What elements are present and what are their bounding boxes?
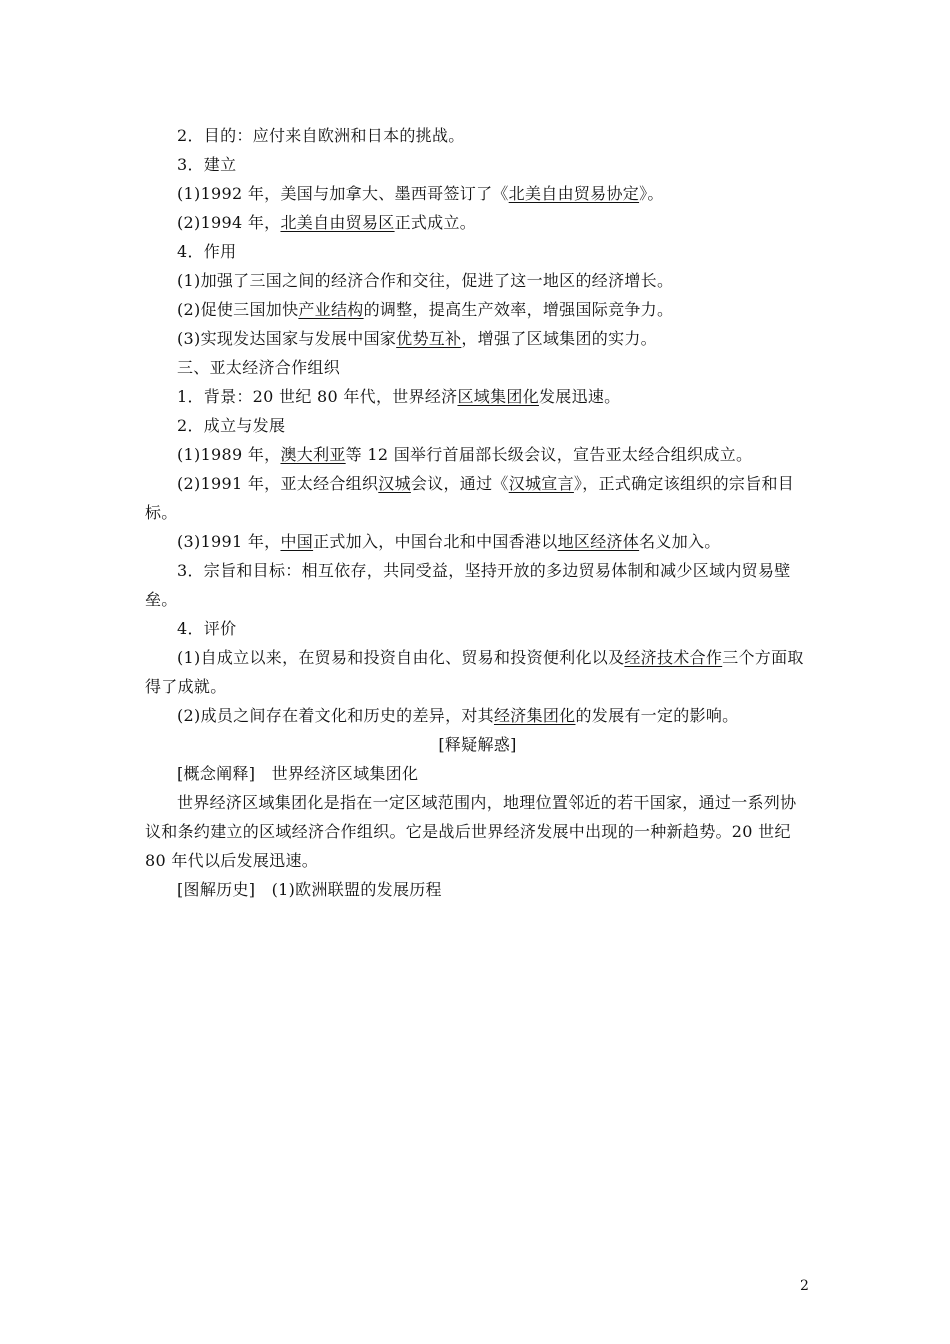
underlined-term: 优势互补 (396, 329, 462, 348)
line-evaluation-2: (2)成员之间存在着文化和历史的差异，对其经济集团化的发展有一定的影响。 (177, 706, 739, 725)
line-founding-2: (2)1991 年，亚太经合组织汉城会议，通过《汉城宣言》，正式确定该组织的宗旨和目标。 (145, 474, 795, 522)
underlined-term: 澳大利亚 (280, 445, 346, 464)
line-effect-2: (2)促使三国加快产业结构的调整，提高生产效率，增强国际竞争力。 (177, 300, 674, 319)
underlined-term: 汉城宣言 (508, 474, 574, 493)
line-founding-heading: 2．成立与发展 (177, 416, 286, 435)
underlined-term: 北美自由贸易区 (280, 213, 395, 232)
underlined-term: 区域集团化 (457, 387, 539, 406)
line-purpose: 2．目的：应付来自欧洲和日本的挑战。 (177, 126, 465, 145)
line-evaluation-heading: 4．评价 (177, 619, 237, 638)
line-founding-3: (3)1991 年，中国正式加入，中国台北和中国香港以地区经济体名义加入。 (177, 532, 721, 551)
section-heading-explanation: [释疑解惑] (438, 735, 517, 754)
line-background: 1．背景：20 世纪 80 年代，世界经济区域集团化发展迅速。 (177, 387, 621, 406)
underlined-term: 地区经济体 (557, 532, 640, 551)
line-effect-1: (1)加强了三国之间的经济合作和交往，促进了这一地区的经济增长。 (177, 271, 674, 290)
underlined-term: 经济集团化 (493, 706, 576, 725)
page-number: 2 (800, 1278, 809, 1294)
line-effect-3: (3)实现发达国家与发展中国家优势互补，增强了区域集团的实力。 (177, 329, 657, 348)
line-effect-heading: 4．作用 (177, 242, 237, 261)
underlined-term: 中国 (280, 532, 314, 551)
line-purpose-goals: 3．宗旨和目标：相互依存，共同受益，坚持开放的多边贸易体制和减少区域内贸易壁垒。 (145, 561, 791, 609)
line-nafta-zone: (2)1994 年，北美自由贸易区正式成立。 (177, 213, 477, 232)
document-body (145, 121, 810, 904)
underlined-term: 汉城 (378, 474, 411, 493)
line-founding-1: (1)1989 年，澳大利亚等 12 国举行首届部长级会议，宣告亚太经合组织成立。 (177, 445, 753, 464)
underlined-term: 产业结构 (298, 300, 364, 319)
line-evaluation-1: (1)自成立以来，在贸易和投资自由化、贸易和投资便利化以及经济技术合作三个方面取得了成就。 (145, 648, 804, 696)
concept-heading: [概念阐释] 世界经济区域集团化 (177, 764, 419, 783)
underlined-term: 北美自由贸易协定 (508, 184, 640, 203)
section-heading-apec: 三、亚太经济合作组织 (177, 358, 341, 377)
concept-paragraph: 世界经济区域集团化是指在一定区域范围内，地理位置邻近的若干国家，通过一系列协议和条约建立的区域经济合作组织。它是战后世界经济发展中出现的一种新趋势。20 世纪 80 年代以后发展迅速。 (145, 793, 797, 870)
line-nafta-agreement: (1)1992 年，美国与加拿大、墨西哥签订了《北美自由贸易协定》。 (177, 184, 664, 203)
line-establish-heading: 3．建立 (177, 155, 237, 174)
underlined-term: 经济技术合作 (624, 648, 723, 667)
diagram-heading: [图解历史] (1)欧洲联盟的发展历程 (177, 880, 442, 899)
